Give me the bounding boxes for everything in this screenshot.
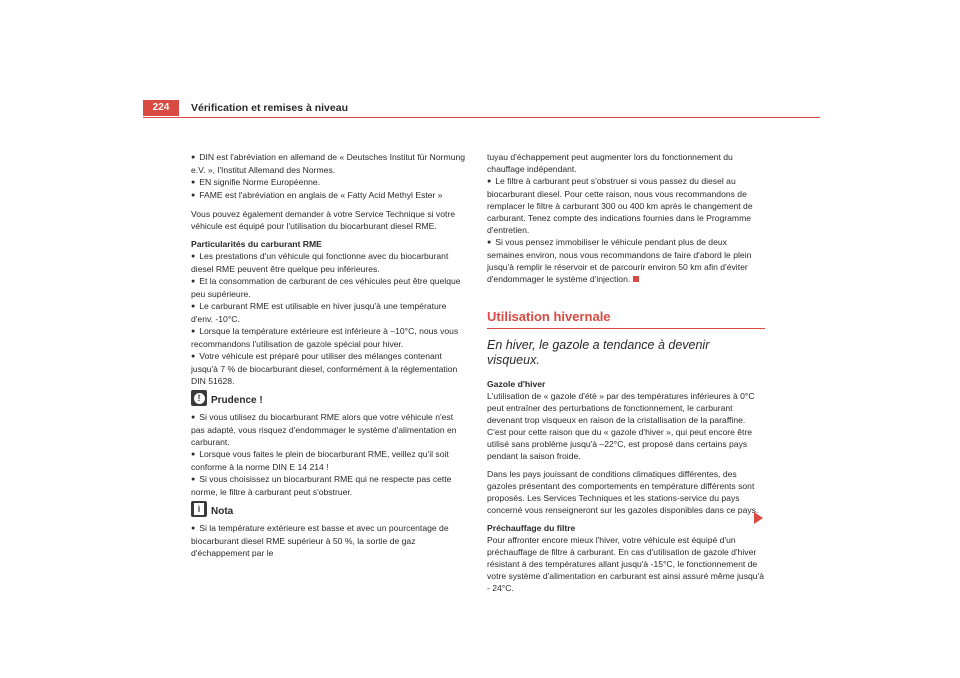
warning-title: Prudence ! [211,395,263,406]
section-title: Utilisation hivernale [487,309,611,324]
continue-arrow-icon [754,512,763,524]
paragraph-prechauffage: Pour affronter encore mieux l'hiver, votre véhicule est équipé d'un préchauffage de filtre à carburant. En cas d'utilisation de gazole d'hiver résistant à des températures allant jusqu'à -15°C, le fonctionnement de votre système d'alimentation en carburant est ainsi assuré même jusqu'à - 24°C. [487,535,764,593]
note-heading [191,504,466,520]
right-column [487,151,765,594]
bullet-prestations: ● Les prestations d'un véhicule qui fonctionne avec du biocarburant diesel RME peuvent être quelque peu inférieures. [191,250,466,275]
warning-item-1: ● Si vous utilisez du biocarburant RME alors que votre véhicule n'est pas adapté, vous risquez d'endommager le système d'alimentation en carburant. [191,411,466,448]
page-number: 224 [143,100,179,116]
paragraph-gazole-ete: L'utilisation de « gazole d'été » par des températures inférieures à 0°C peut entraîner des perturbations de fonctionnement, le carburant devenant trop visqueux en raison de la cristallisation de la paraffine. C'est pour cette raison que du « gazole d'hiver », qui peut encore être utilisé sans problème jusqu'à –22°C, est proposé dans certains pays pendant la saison froide. [487,391,755,461]
warning-item-3: ● Si vous choisissez un biocarburant RME qui ne respecte pas cette norme, le filtre à carburant peut s'obstruer. [191,473,466,498]
warning-heading [191,393,466,409]
subheading-gazole-hiver: Gazole d'hiver [487,379,546,389]
bullet-consommation: ● Et la consommation de carburant de ces véhicules peut être quelque peu supérieure. [191,275,466,300]
header-rule [143,117,820,118]
section-rule [487,328,765,329]
section-subtitle: En hiver, le gazole a tendance à devenir visqueux. [487,338,710,367]
warning-icon: ! [191,390,207,406]
bullet-fame: ● FAME est l'abréviation en anglais de « Fatty Acid Methyl Ester » [191,189,466,202]
note-item-2: ● Le filtre à carburant peut s'obstruer si vous passez du diesel au biocarburant diesel. Pour cette raison, nous vous recommandons de remplacer le filtre à carburant 300 ou 400 km après le changement de carburant. Tenez compte des indications fournies dans le Programme d'entretien. [487,175,765,236]
note-icon: i [191,501,207,517]
bullet-hiver: ● Le carburant RME est utilisable en hiver jusqu'à une température d'env. -10°C. [191,300,466,325]
bullet-temperature: ● Lorsque la température extérieure est inférieure à –10°C, nous vous recommandons l'utilisation de gazole spécial pour hiver. [191,325,466,350]
note-item-1: ● Si la température extérieure est basse et avec un pourcentage de biocarburant diesel RME supérieur à 50 %, la sortie de gaz d'échappement par le [191,522,466,559]
note-title: Nota [211,506,234,517]
note-item-1-continued: tuyau d'échappement peut augmenter lors du fonctionnement du chauffage indépendant. [487,152,733,174]
bullet-din: ● DIN est l'abréviation en allemand de « Deutsches Institut für Normung e.V. », l'Institut Allemand des Normes. [191,151,466,176]
end-of-section-icon [633,276,639,282]
bullet-en: ● EN signifie Norme Européenne. [191,176,466,189]
page-title: Vérification et remises à niveau [191,102,348,114]
paragraph-pays: Dans les pays jouissant de conditions climatiques différentes, des gazoles présentant des comportements en température différents sont proposés. Les Services Techniques et les stations-service du pays concerné vous renseigneront sur les gazoles disponibles dans ce pays. [487,469,759,515]
subheading-prechauffage: Préchauffage du filtre [487,523,576,533]
note-item-3-text: Si vous pensez immobiliser le véhicule pendant plus de deux semaines environ, nous vous recommandons de faire d'abord le plein jusqu'à remplir le réservoir et de parcourir environ 50 km afin d'éviter d'endommager le système d'injection. [487,237,752,284]
subheading-rme: Particularités du carburant RME [191,239,322,249]
left-column [191,151,466,559]
paragraph-service: Vous pouvez également demander à votre Service Technique si votre véhicule est équipé pour l'utilisation du biocarburant diesel RME. [191,209,456,231]
note-item-3 [487,236,765,285]
bullet-melanges: ● Votre véhicule est préparé pour utiliser des mélanges contenant jusqu'à 7 % de biocarburant diesel, conformément à la réglementation DIN 51628. [191,350,466,387]
warning-item-2: ● Lorsque vous faites le plein de biocarburant RME, veillez qu'il soit conforme à la norme DIN E 14 214 ! [191,448,466,473]
